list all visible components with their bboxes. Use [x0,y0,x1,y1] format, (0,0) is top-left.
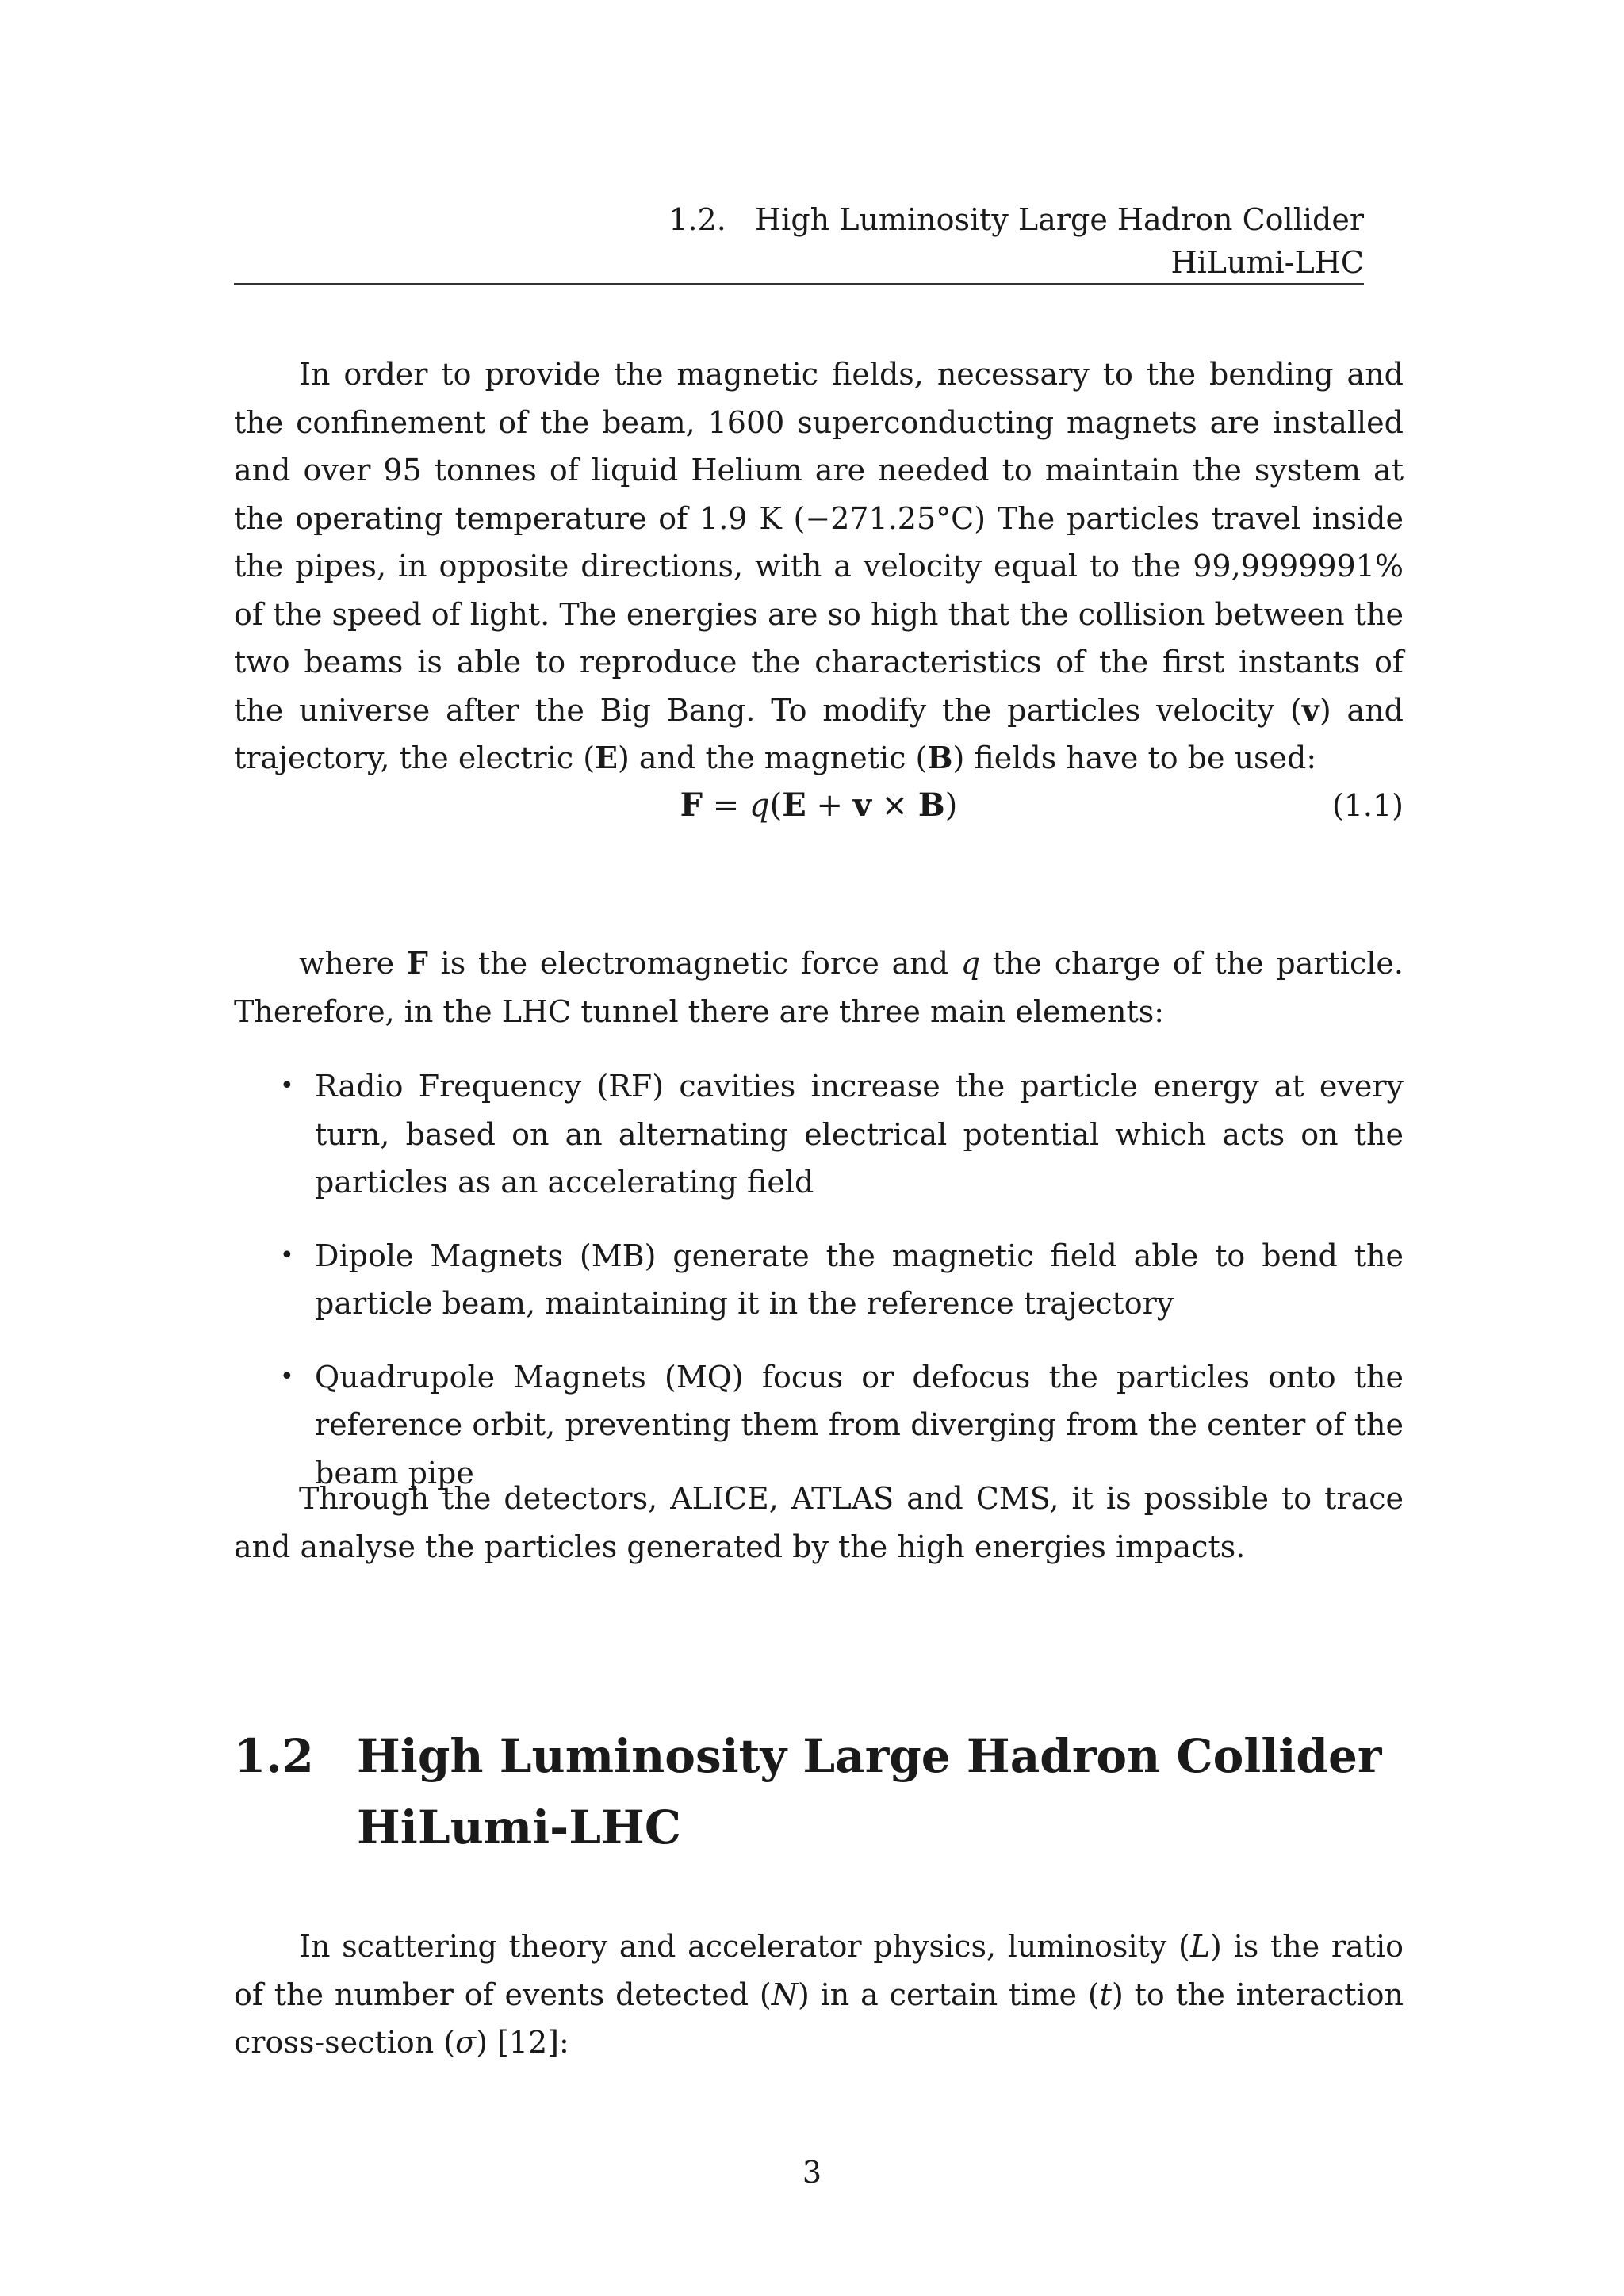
paragraph-magnetic-fields [234,350,1404,783]
eq-plus: + [806,787,853,824]
paragraph-text: ) is the ratio of the number of events detected ( [234,1929,1404,2012]
velocity-symbol: v [1301,691,1320,728]
paragraph-text: In scattering theory and accelerator physics, luminosity ( [299,1929,1190,1964]
electric-field-symbol: E [595,740,619,775]
eq-velocity-symbol: v [852,786,871,824]
bullet-icon: • [280,1241,294,1269]
time-symbol: t [1099,1976,1112,2012]
running-header-line-2: HiLumi-LHC [1170,245,1364,280]
paragraph-text: where [299,946,407,981]
eq-charge-symbol: q [749,787,770,824]
list-item [234,1062,1404,1207]
cross-section-symbol: σ [455,2025,477,2060]
paragraph-detectors: Through the detectors, ALICE, ATLAS and CMS, it is possible to trace and analyse the particles generated by the high energies impacts. [234,1481,1404,1564]
list-item [234,1232,1404,1328]
paragraph-text: the charge of the particle. Therefore, in the LHC tunnel there are three main elements: [234,946,1404,1029]
eq-paren: ( [769,787,783,824]
paragraph-text: ) and trajectory, the electric ( [234,692,1404,775]
paragraph-text: ) to the interaction cross-section ( [234,1976,1404,2060]
paragraph-text: ) fields have to be used: [952,740,1317,775]
equation-body [234,782,1404,829]
paragraph-text: ) and the magnetic ( [618,740,928,775]
paragraph-text: ) in a certain time ( [797,1976,1100,2012]
force-symbol: F [406,945,428,981]
magnetic-field-symbol: B [927,740,953,775]
equation-lorentz-force [234,782,1404,829]
eq-magnetic-symbol: B [917,786,945,824]
lhc-elements-list [234,1062,1404,1522]
eq-paren: ) [944,787,958,824]
eq-electric-symbol: E [782,786,806,824]
events-symbol: N [771,1976,798,2012]
charge-symbol: q [960,946,981,981]
paragraph-electromagnetic-force [234,939,1404,1035]
bullet-icon: • [280,1362,294,1391]
equation-number: (1.1) [1331,788,1404,823]
paragraph-luminosity [234,1923,1404,2067]
list-item-text: Dipole Magnets (MB) generate the magnetic field able to bend the particle beam, maintaining it in the reference trajectory [315,1238,1404,1321]
section-title: High Luminosity Large Hadron Collider HiLumi-LHC [357,1729,1382,1854]
paragraph-text: ) [12]: [476,2025,569,2060]
page-number: 3 [802,2155,822,2190]
list-item-text: Radio Frequency (RF) cavities increase the particle energy at every turn, based on an alternating electrical potential which acts on the particles as an accelerating field [315,1069,1404,1200]
header-rule [234,283,1364,285]
eq-equals: = [703,787,750,824]
running-header [234,198,1364,284]
paragraph-text: In order to provide the magnetic fields, necessary to the bending and the confinement of the beam, 1600 superconducting magnets are installed and over 95 tonnes of liquid Helium are needed to maintain the system at the operating temperature of 1.9 K (−271.25°C) The particles travel inside the pipes, in opposite directions, with a velocity equal to the 99,9999991% of the speed of light. The energies are so high that the collision between the two beams is able to reproduce the characteristics of the first instants of the universe after the Big Bang. To modify the particles velocity ( [234,357,1404,728]
paragraph-text: is the electromagnetic force and [427,946,961,981]
eq-times: × [871,787,918,824]
running-header-line-1: 1.2. High Luminosity Large Hadron Collider [668,202,1364,237]
eq-force-symbol: F [680,786,703,824]
section-number: 1.2 [234,1729,314,1783]
bullet-icon: • [280,1072,294,1100]
list-item-text: Quadrupole Magnets (MQ) focus or defocus the particles onto the reference orbit, preventing them from diverging from the center of the beam pipe [315,1359,1404,1490]
luminosity-symbol: L [1189,1929,1211,1964]
section-heading [234,1720,1404,1863]
